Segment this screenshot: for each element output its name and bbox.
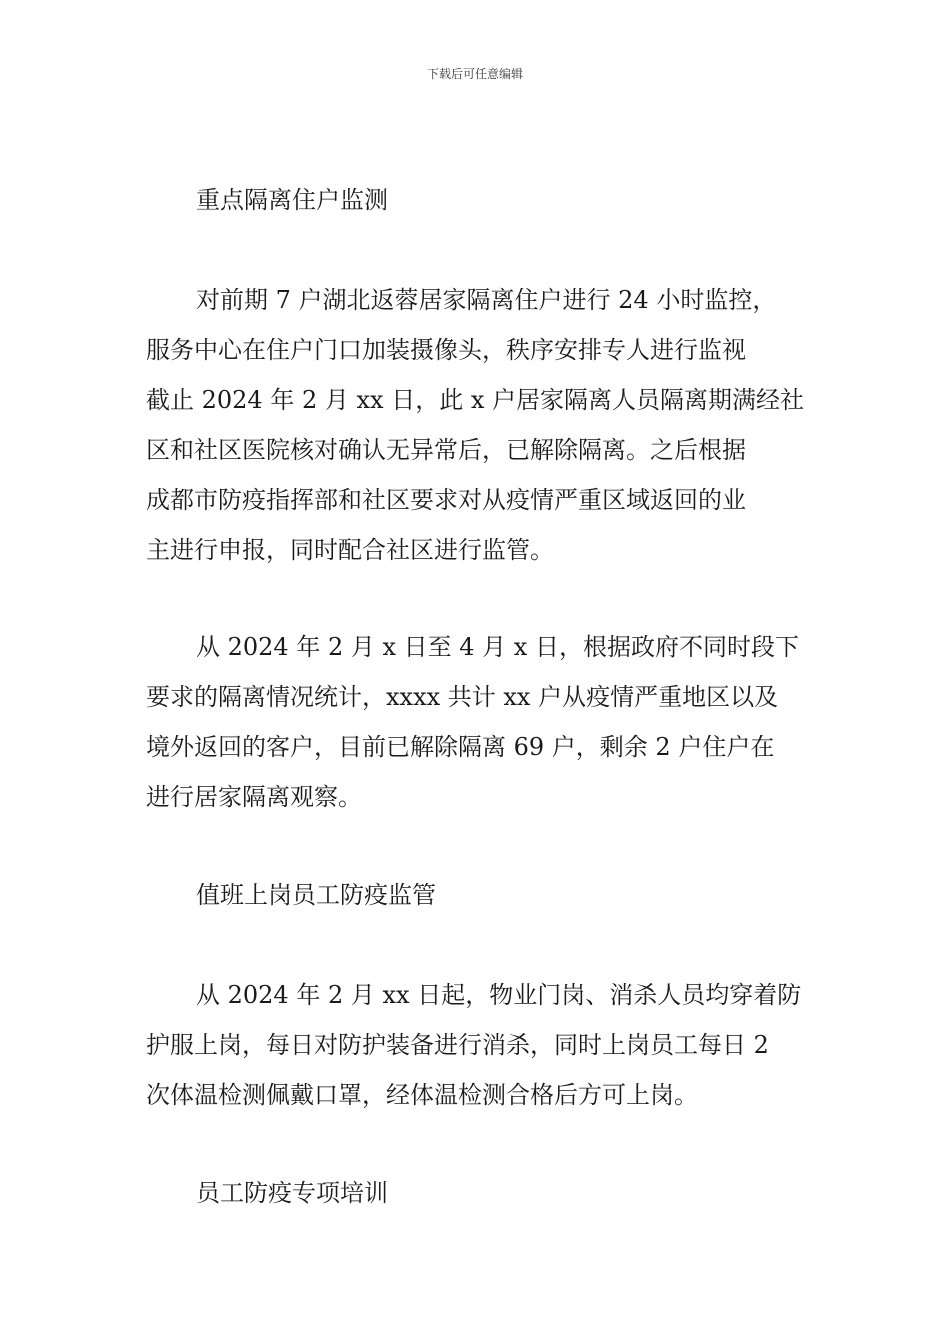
paragraph-line: 成都市防疫指挥部和社区要求对从疫情严重区域返回的业	[146, 486, 746, 514]
paragraph-line: 进行居家隔离观察。	[146, 783, 362, 811]
paragraph-line: 从 2024 年 2 月 x 日至 4 月 x 日，根据政府不同时段下	[196, 633, 799, 661]
paragraph-line: 境外返回的客户，目前已解除隔离 69 户，剩余 2 户住户在	[146, 733, 775, 761]
paragraph-line: 次体温检测佩戴口罩，经体温检测合格后方可上岗。	[146, 1081, 698, 1109]
paragraph-line: 从 2024 年 2 月 xx 日起，物业门岗、消杀人员均穿着防	[196, 981, 802, 1009]
paragraph-line: 主进行申报，同时配合社区进行监管。	[146, 536, 554, 564]
paragraph-line: 截止 2024 年 2 月 xx 日，此 x 户居家隔离人员隔离期满经社	[146, 386, 804, 414]
paragraph-line: 对前期 7 户湖北返蓉居家隔离住户进行 24 小时监控，	[196, 286, 777, 314]
header-note: 下载后可任意编辑	[426, 67, 523, 81]
paragraph-line: 要求的隔离情况统计，xxxx 共计 xx 户从疫情严重地区以及	[146, 683, 779, 711]
section-heading-isolation-monitoring: 重点隔离住户监测	[196, 186, 388, 214]
section-heading-staff-supervision: 值班上岗员工防疫监管	[196, 881, 436, 909]
section-heading-staff-training: 员工防疫专项培训	[196, 1179, 388, 1207]
paragraph-line: 护服上岗，每日对防护装备进行消杀，同时上岗员工每日 2	[146, 1031, 769, 1059]
paragraph-line: 区和社区医院核对确认无异常后，已解除隔离。之后根据	[146, 436, 746, 464]
paragraph-line: 服务中心在住户门口加装摄像头，秩序安排专人进行监视	[146, 336, 746, 364]
